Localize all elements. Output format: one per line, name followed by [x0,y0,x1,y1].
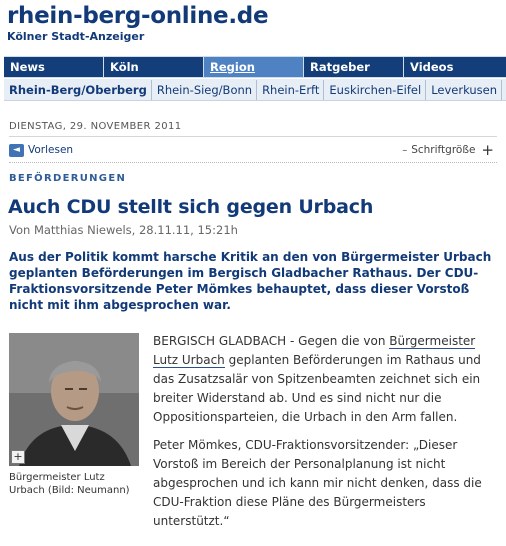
subnav-item-euskirchen[interactable]: Euskirchen-Eifel [324,80,426,101]
divider [9,136,497,137]
main-navigation [4,56,506,78]
article-byline: Von Matthias Niewels, 28.11.11, 15:21h [9,223,238,237]
site-logo[interactable] [7,3,268,43]
font-size-label: Schriftgröße [411,144,476,156]
divider [9,162,497,163]
speaker-icon: ◄ [9,144,24,157]
article-paragraph: Peter Mömkes, CDU-Fraktionsvorsitzender: „Dieser Vorstoß im Bereich der Personalplanung ist nicht abgesprochen und ich kann mir nicht denken, dass die CDU-Fraktion diese Pläne des Bürgermeisters unterstützt.“ [153,438,482,528]
article-body [153,332,499,540]
article-date: DIENSTAG, 29. NOVEMBER 2011 [9,121,182,132]
font-size-increase-button[interactable]: + [481,141,494,159]
article-paragraph: BERGISCH GLADBACH - Gegen die von Bürgermeister Lutz Urbach geplanten Beförderungen im Rathaus und das Zusatzsalär von Spitzenbeamten zeichnet sich ein breiter Widerstand ab. Und es sind nicht nur die Oppositionsparteien, die Urbach in den Arm fallen. [153,334,481,424]
logo-text: rhein-berg-online.de [7,3,269,29]
article-headline: Auch CDU stellt sich gegen Urbach [8,196,374,218]
font-size-decrease-button[interactable]: – [402,144,408,156]
subnav-item-leverkusen[interactable]: Leverkusen [426,80,502,101]
subnav-item-rhein-berg[interactable]: Rhein-Berg/Oberberg [4,80,152,101]
nav-item-region[interactable]: Region [204,57,303,77]
read-aloud-button[interactable] [9,142,73,158]
subnav-item-rhein-sieg[interactable]: Rhein-Sieg/Bonn [152,80,257,101]
font-size-control [402,142,494,158]
article-lead: Aus der Politik kommt harsche Kritik an den von Bürgermeister Urbach geplanten Beförderungen im Bergisch Gladbacher Rathaus. Der CDU-Fraktionsvorsitzende Peter Mömkes behauptet, dass dieser Vorstoß nicht mit ihm abgesprochen war. [9,250,492,312]
nav-item-koeln[interactable]: Köln [104,57,203,77]
article-photo[interactable] [9,333,139,466]
photo-caption: Bürgermeister Lutz Urbach (Bild: Neumann) [9,472,130,496]
article-kicker: BEFÖRDERUNGEN [9,173,127,184]
nav-item-ratgeber[interactable]: Ratgeber [304,57,403,77]
subnav-item-rhein-erft[interactable]: Rhein-Erft [257,80,324,101]
person-link[interactable]: Bürgermeister Lutz Urbach [153,334,476,367]
zoom-icon[interactable]: + [11,450,25,464]
nav-item-news[interactable]: News [4,57,103,77]
portrait-image [9,333,139,466]
read-aloud-label: Vorlesen [28,144,74,156]
sub-navigation [4,79,506,101]
nav-item-videos[interactable]: Videos [404,57,506,77]
logo-subtitle: Kölner Stadt-Anzeiger [7,30,145,43]
